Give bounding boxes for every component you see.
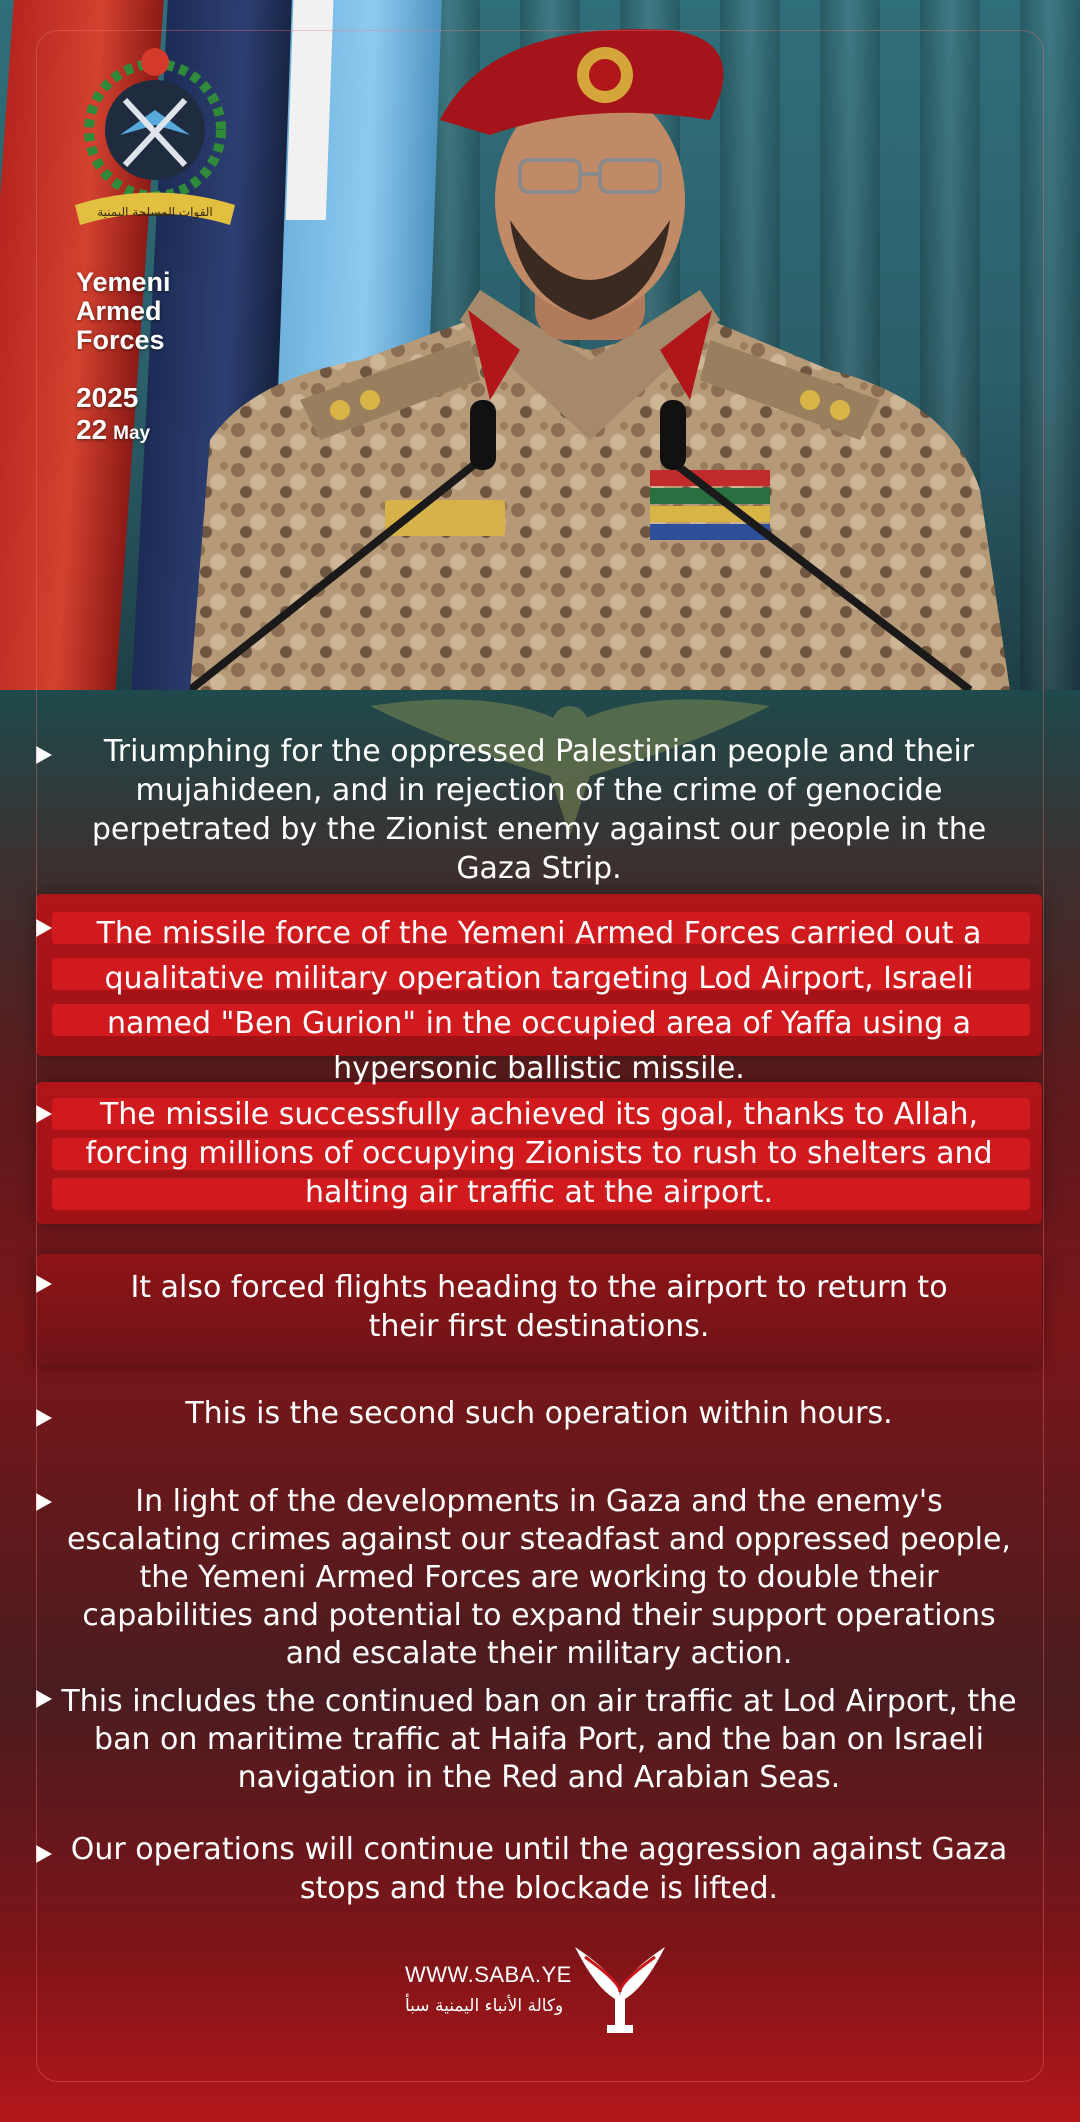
statement-text: In light of the developments in Gaza and the enemy's escalating crimes against our steadfast and oppressed people, the Yemeni Armed Forces are working to double their capabilities and potential to expand their support operations and escalate their military action. [67, 1484, 1011, 1671]
statement-item [36, 1394, 1042, 1433]
brand-line: Yemeni [76, 267, 171, 297]
yemeni-armed-forces-emblem [70, 40, 240, 240]
statement-text: This is the second such operation within hours. [185, 1396, 893, 1431]
statement-item [36, 1483, 1042, 1673]
statement-item [36, 911, 1042, 1091]
statement-item [36, 1830, 1042, 1908]
statement-item [36, 732, 1042, 888]
speaker-photo [0, 0, 1080, 690]
triangle-bullet-icon [36, 746, 52, 764]
statement-text: This includes the continued ban on air traffic at Lod Airport, the ban on maritime traffic at Haifa Port, and the ban on Israeli navigation in the Red and Arabian Seas. [61, 1684, 1017, 1795]
svg-text:القوات المسلحة اليمنية: القوات المسلحة اليمنية [97, 205, 213, 219]
statement-item [36, 1683, 1042, 1797]
triangle-bullet-icon [36, 1690, 52, 1708]
statement-text: Triumphing for the oppressed Palestinian people and their mujahideen, and in rejection of the crime of genocide perpetrated by the Zionist enemy against our people in the Gaza Strip. [91, 734, 987, 886]
triangle-bullet-icon [36, 1105, 52, 1123]
triangle-bullet-icon [36, 1845, 52, 1863]
date [76, 382, 150, 450]
statement-text: The missile successfully achieved its goal, thanks to Allah, forcing millions of occupying Zionists to rush to shelters and halting air traffic at the airport. [85, 1097, 993, 1210]
saba-footer [405, 1955, 685, 2055]
statement-item [36, 1095, 1042, 1212]
brand-line: Forces [76, 325, 165, 355]
website-url: WWW.SABA.YE [405, 1962, 572, 1987]
speaker-figure [190, 20, 1010, 690]
brand-title [76, 268, 171, 355]
agency-name: وكالة الأنباء اليمنية سبأ [405, 1996, 564, 2016]
brand-line: Armed [76, 296, 162, 326]
statement-item [36, 1268, 1042, 1346]
triangle-bullet-icon [36, 1409, 52, 1427]
date-month: May [113, 423, 151, 444]
date-year: 2025 [76, 382, 139, 413]
triangle-bullet-icon [36, 919, 52, 937]
statement-text: The missile force of the Yemeni Armed Forces carried out a qualitative military operation targeting Lod Airport, Israeli named "Ben Gurion" in the occupied area of Yaffa using a hypersonic ballistic missile. [96, 916, 982, 1086]
statement-text: Our operations will continue until the aggression against Gaza stops and the blockade is lifted. [70, 1832, 1008, 1906]
statement-text: It also forced flights heading to the airport to return to their first destinations. [130, 1270, 948, 1344]
triangle-bullet-icon [36, 1275, 52, 1293]
date-day: 22 [76, 414, 108, 445]
triangle-bullet-icon [36, 1493, 52, 1511]
saba-logo-icon [565, 1937, 675, 2037]
